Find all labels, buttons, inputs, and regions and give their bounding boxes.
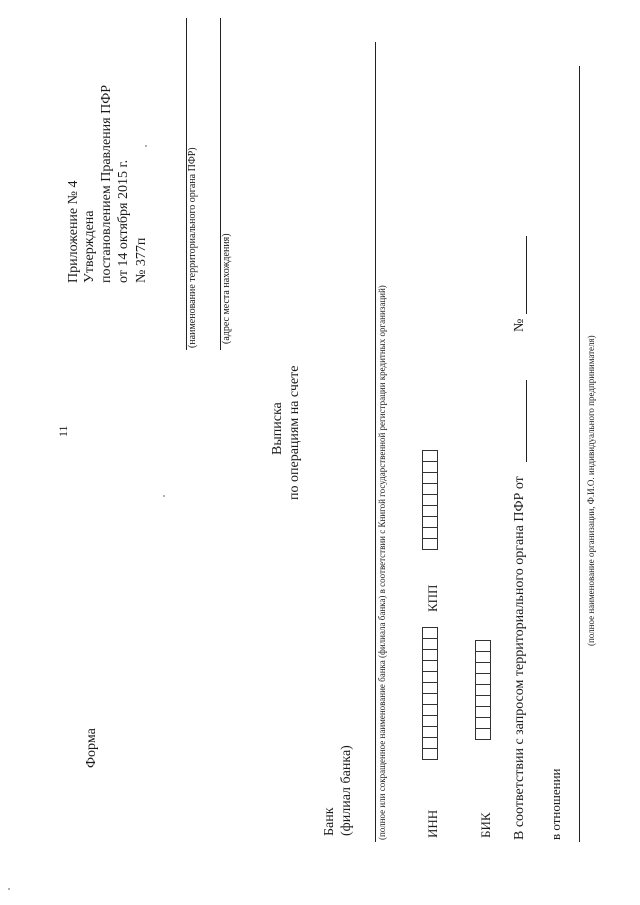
request-date-line[interactable] [526,380,527,462]
inn-label: ИНН [425,809,440,838]
bik-cell[interactable] [475,728,491,740]
bik-label: БИК [478,812,493,838]
inn-cell[interactable] [422,671,438,683]
inn-cell[interactable] [422,748,438,760]
inn-cell[interactable] [422,693,438,705]
bank-label: Банк [322,807,337,836]
inn-cell[interactable] [422,715,438,727]
bik-cell[interactable] [475,684,491,696]
pfr-name-caption: (наименование территориального органа ПФР) [187,147,198,348]
inn-field[interactable] [422,628,438,760]
page-number: 11 [56,425,70,437]
number-sign: № [512,318,527,332]
address-caption: (адрес места нахождения) [221,233,232,344]
org-name-caption: (полное наименование организации, Ф.И.О. индивидуального предпринимателя) [586,335,596,646]
inn-cell[interactable] [422,682,438,694]
bik-cell[interactable] [475,695,491,707]
form-label: Форма [84,728,99,768]
inn-cell[interactable] [422,649,438,661]
scan-speck [163,495,165,497]
document-subtitle: по операциям на счете [287,365,302,500]
kpp-cell[interactable] [422,494,438,506]
document-title: Выписка [270,402,285,455]
appendix-line-3: постановлением Правления ПФР [99,84,114,283]
bik-cell[interactable] [475,640,491,652]
bank-name-caption: (полное или сокращенное наименование банка (филиала банка) в соответствии с Книгой государственной регистрации кредитных организаций) [377,285,387,840]
bik-cell[interactable] [475,662,491,674]
kpp-cell[interactable] [422,538,438,550]
inn-cell[interactable] [422,638,438,650]
appendix-line-4: от 14 октября 2015 г. [116,159,131,283]
kpp-cell[interactable] [422,461,438,473]
request-number-line[interactable] [526,236,527,314]
kpp-field[interactable] [422,451,438,550]
kpp-cell[interactable] [422,527,438,539]
kpp-cell[interactable] [422,483,438,495]
bank-branch-label: (филиал банка) [339,745,354,836]
bank-name-line [375,42,376,842]
appendix-line-5: № 377п [134,237,149,283]
inn-cell[interactable] [422,704,438,716]
bik-field[interactable] [475,641,491,740]
bik-cell[interactable] [475,673,491,685]
inn-cell[interactable] [422,737,438,749]
request-text: В соответствии с запросом территориального органа ПФР от [512,476,527,840]
appendix-line-1: Приложение № 4 [66,180,81,283]
kpp-cell[interactable] [422,450,438,462]
org-name-line[interactable] [579,66,580,842]
inn-cell[interactable] [422,726,438,738]
kpp-cell[interactable] [422,505,438,517]
inn-cell[interactable] [422,627,438,639]
kpp-label: КПП [425,584,440,612]
kpp-cell[interactable] [422,516,438,528]
scan-speck [8,888,10,890]
inn-cell[interactable] [422,660,438,672]
kpp-cell[interactable] [422,472,438,484]
regarding-label: в отношении [548,768,563,840]
appendix-line-2: Утверждена [82,210,97,283]
bik-cell[interactable] [475,651,491,663]
scan-speck [145,145,147,147]
bik-cell[interactable] [475,717,491,729]
bik-cell[interactable] [475,706,491,718]
